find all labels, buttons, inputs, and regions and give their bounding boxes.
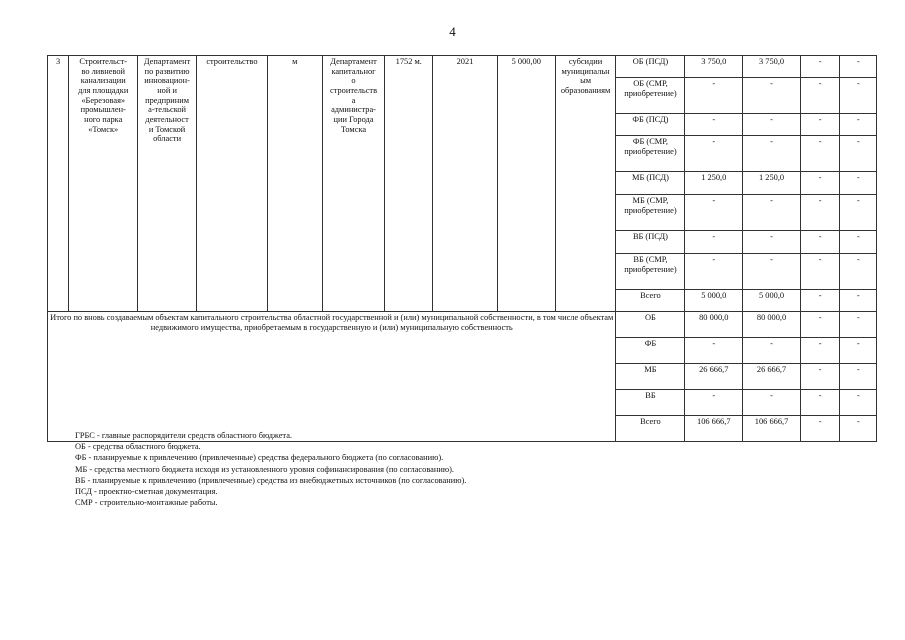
table-body xyxy=(48,56,877,442)
value-cell: - xyxy=(840,290,877,312)
value-cell: - xyxy=(800,195,840,231)
source-label: ФБ xyxy=(616,338,685,364)
value-cell: - xyxy=(800,416,840,442)
year: 2021 xyxy=(433,56,498,312)
value-cell: - xyxy=(840,312,877,338)
value-cell: 26 666,7 xyxy=(743,364,801,390)
value-cell: - xyxy=(685,390,743,416)
value-cell: - xyxy=(840,416,877,442)
value-cell: - xyxy=(685,254,743,290)
value-cell: - xyxy=(685,136,743,172)
value-cell: 80 000,0 xyxy=(743,312,801,338)
value-cell: - xyxy=(743,390,801,416)
value-cell: - xyxy=(840,231,877,254)
value-cell: - xyxy=(800,290,840,312)
value-cell: 1 250,0 xyxy=(685,172,743,195)
footnotes xyxy=(75,430,466,508)
value-cell: - xyxy=(840,254,877,290)
summary-text: Итого по вновь создаваемым объектам капитального строительства областной государственной и (или) муниципальной собственности, в том числе объектам недвижимого имущества, приобретаемым в государственную и (или) муниципальную собственность xyxy=(48,312,616,442)
value-cell: - xyxy=(800,56,840,78)
value-cell: - xyxy=(685,231,743,254)
value-cell: - xyxy=(800,364,840,390)
unit: м xyxy=(267,56,322,312)
value-cell: - xyxy=(840,390,877,416)
page-number: 4 xyxy=(449,24,456,39)
value-cell: - xyxy=(743,136,801,172)
value-cell: 5 000,0 xyxy=(743,290,801,312)
value-cell: - xyxy=(800,338,840,364)
value-cell: - xyxy=(840,338,877,364)
value-cell: - xyxy=(840,364,877,390)
financing-form: субсидии муниципальн ым образованиям xyxy=(555,56,616,312)
value-cell: - xyxy=(800,114,840,136)
footnote-line: МБ - средства местного бюджета исходя из установленного уровня софинансирования (по согласованию). xyxy=(75,464,454,474)
value-cell: - xyxy=(840,195,877,231)
value-cell: - xyxy=(800,231,840,254)
value-cell: - xyxy=(743,78,801,114)
value-cell: - xyxy=(800,172,840,195)
grbs-name: Департамент по развитию инновацион- ной и предприним а-тельской деятельност и Томской области xyxy=(138,56,197,312)
source-label: МБ (СМР, приобретение) xyxy=(616,195,685,231)
table-row xyxy=(48,56,877,78)
value-cell: 80 000,0 xyxy=(685,312,743,338)
footnote-line: ВБ - планируемые к привлечению (привлеченные) средства из внебюджетных источников (по согласованию). xyxy=(75,475,467,485)
value-cell: - xyxy=(800,78,840,114)
value-cell: 106 666,7 xyxy=(743,416,801,442)
value-cell: - xyxy=(800,136,840,172)
value-cell: - xyxy=(685,114,743,136)
customer-name: Департамент капитальног о строительств а администра- ции Города Томска xyxy=(322,56,385,312)
value-cell: - xyxy=(743,114,801,136)
source-label: ВБ (ПСД) xyxy=(616,231,685,254)
value-cell: - xyxy=(800,390,840,416)
value-cell: - xyxy=(840,56,877,78)
value-cell: 3 750,0 xyxy=(743,56,801,78)
source-label: ОБ xyxy=(616,312,685,338)
value-cell: 5 000,0 xyxy=(685,290,743,312)
source-label: ФБ (СМР, приобретение) xyxy=(616,136,685,172)
footnote-line: СМР - строительно-монтажные работы. xyxy=(75,498,218,508)
value-cell: - xyxy=(685,338,743,364)
source-label: ОБ (ПСД) xyxy=(616,56,685,78)
source-label: Всего xyxy=(616,290,685,312)
value-cell: - xyxy=(840,172,877,195)
value-cell: - xyxy=(685,78,743,114)
cost: 5 000,00 xyxy=(497,56,555,312)
row-index: 3 xyxy=(48,56,69,312)
value-cell: - xyxy=(685,195,743,231)
value-cell: 26 666,7 xyxy=(685,364,743,390)
value-cell: 1 250,0 xyxy=(743,172,801,195)
value-cell: - xyxy=(800,312,840,338)
source-label: Всего xyxy=(616,416,685,442)
footnote-line: ГРБС - главные распорядители средств областного бюджета. xyxy=(75,431,293,440)
work-type: строительство xyxy=(196,56,267,312)
source-label: МБ (ПСД) xyxy=(616,172,685,195)
investment-table xyxy=(47,55,877,442)
value-cell: - xyxy=(800,254,840,290)
value-cell: 106 666,7 xyxy=(685,416,743,442)
table-row xyxy=(48,312,877,338)
value-cell: - xyxy=(840,78,877,114)
value-cell: - xyxy=(743,254,801,290)
object-name: Строительст- во ливневой канализации для площадки «Березовая» промышлен- ного парка «Томск» xyxy=(69,56,138,312)
footnote-line: ФБ - планируемые к привлечению (привлеченные) средства федерального бюджета (по согласованию). xyxy=(75,453,444,463)
source-label: ОБ (СМР, приобретение) xyxy=(616,78,685,114)
capacity: 1752 м. xyxy=(385,56,433,312)
source-label: ФБ (ПСД) xyxy=(616,114,685,136)
source-label: ВБ (СМР, приобретение) xyxy=(616,254,685,290)
source-label: МБ xyxy=(616,364,685,390)
value-cell: - xyxy=(840,114,877,136)
footnote-line: ОБ - средства областного бюджета. xyxy=(75,442,201,452)
value-cell: 3 750,0 xyxy=(685,56,743,78)
value-cell: - xyxy=(743,195,801,231)
value-cell: - xyxy=(743,338,801,364)
footnote-line: ПСД - проектно-сметная документация. xyxy=(75,487,218,497)
value-cell: - xyxy=(743,231,801,254)
source-label: ВБ xyxy=(616,390,685,416)
value-cell: - xyxy=(840,136,877,172)
